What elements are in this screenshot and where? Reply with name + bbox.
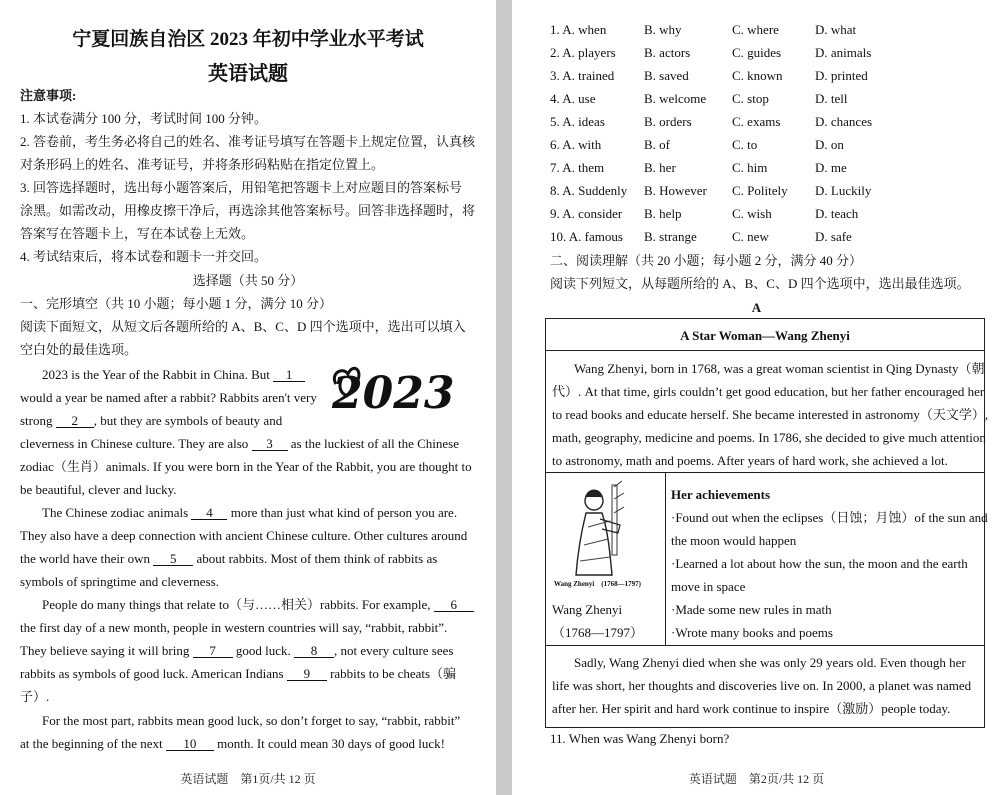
option-choice: D. teach	[815, 206, 859, 221]
outro-line: life was short, her thoughts and discoveries live on. In 2000, a planet was named	[552, 678, 972, 693]
option-choice: B. why	[644, 22, 682, 37]
notice-line: 1. 本试卷满分 100 分，考试时间 100 分钟。	[20, 111, 268, 126]
passage-line	[20, 736, 445, 752]
notice-line: 3. 回答选择题时，选出每小题答案后，用铅笔把答题卡上对应题目的答案标号	[20, 180, 463, 195]
blank-5: 5	[153, 552, 193, 566]
passage-text: cleverness in Chinese culture. They are also	[20, 436, 252, 451]
passage-line	[20, 643, 453, 659]
passage-text: People do many things that relate to（与……相关）rabbits. For example,	[42, 597, 434, 612]
option-choice: B. However	[644, 183, 707, 198]
option-choice: 7. A. them	[550, 160, 605, 175]
outro-line: after her. Her spirit and hard work continue to inspire（激励）people today.	[552, 701, 951, 716]
notice-line: 对条形码上的姓名、准考证号，并将条形码粘贴在指定位置上。	[20, 157, 385, 172]
option-choice: C. where	[732, 22, 779, 37]
passage-line	[20, 666, 456, 682]
table-outro	[552, 651, 978, 720]
option-choice: 9. A. consider	[550, 206, 623, 221]
achievement-line: ·Made some new rules in math	[671, 602, 832, 617]
passage-line	[42, 505, 457, 521]
passage-line: be beautiful, clever and lucky.	[20, 482, 177, 497]
passage-text: The Chinese zodiac animals	[42, 505, 192, 520]
option-choice: C. exams	[732, 114, 781, 129]
table-column-divider	[665, 472, 666, 645]
passage-text: strong	[20, 413, 56, 428]
option-choice: 4. A. use	[550, 91, 596, 106]
part1-heading: 一、完形填空（共 10 小题；每小题 1 分，满分 10 分）	[20, 296, 333, 311]
option-choice: C. stop	[732, 91, 769, 106]
passage-text: , but they are symbols of beauty and	[93, 413, 283, 428]
passage-line: 子）.	[20, 689, 50, 704]
option-choice: 1. A. when	[550, 22, 607, 37]
option-choice: C. wish	[732, 206, 772, 221]
passage-text: month. It could mean 30 days of good luck!	[213, 736, 445, 751]
blank-6: 6	[434, 598, 474, 612]
option-choice: D. on	[815, 137, 844, 152]
article-table	[545, 318, 989, 728]
exam-page-2	[512, 0, 1001, 795]
option-choice: C. him	[732, 160, 768, 175]
option-choice: B. actors	[644, 45, 691, 60]
option-choice: 2. A. players	[550, 45, 616, 60]
section-title: 选择题（共 50 分）	[192, 273, 304, 288]
blank-4: 4	[191, 506, 227, 520]
achievements-heading: Her achievements	[671, 487, 771, 502]
option-choice: B. orders	[644, 114, 692, 129]
blank-9: 9	[287, 667, 327, 681]
option-choice: B. help	[644, 206, 682, 221]
notice-line: 答案写在答题卡上，写在本试卷上无效。	[20, 226, 255, 241]
option-choice: C. new	[732, 229, 769, 244]
passage-line: the first day of a new month, people in western countries will say, “rabbit, rabbit”.	[20, 620, 448, 635]
passage-text: as the luckiest of all the Chinese	[287, 436, 459, 451]
option-choice: D. tell	[815, 91, 848, 106]
passage-label: A	[751, 300, 762, 315]
passage-line	[20, 413, 282, 429]
notice-line: 涂黑。如需改动，用橡皮擦干净后，再选涂其他答案标号。回答非选择题时，将	[20, 203, 476, 218]
option-choice: 3. A. trained	[550, 68, 615, 83]
passage-text: at the beginning of the next	[20, 736, 166, 751]
passage-line: They also have a deep connection with ancient Chinese culture. Other cultures around	[20, 528, 468, 543]
option-choice: C. known	[732, 68, 783, 83]
table-divider	[546, 645, 984, 646]
option-choice: C. guides	[732, 45, 782, 60]
intro-line: math, geography, medicine and poems. In 1786, she decided to give much attention	[552, 430, 986, 445]
option-choice: D. animals	[815, 45, 872, 60]
exam-subtitle: 英语试题	[208, 63, 288, 85]
blank-3: 3	[252, 437, 288, 451]
passage-text: 2023 is the Year of the Rabbit in China. But	[42, 367, 274, 382]
passage-text: , not every culture sees	[333, 643, 454, 658]
page-footer: 英语试题 第2页/共 12 页	[688, 772, 825, 786]
part2-heading: 二、阅读理解（共 20 小题；每小题 2 分，满分 40 分）	[550, 253, 863, 268]
achievement-line: the moon would happen	[671, 533, 797, 548]
option-choice: 8. A. Suddenly	[550, 183, 628, 198]
achievement-line: ·Found out when the eclipses（日蚀；月蚀）of the sun and	[671, 510, 988, 525]
passage-line	[42, 367, 305, 383]
option-choice: 5. A. ideas	[550, 114, 605, 129]
option-choice: C. to	[732, 137, 758, 152]
blank-8: 8	[294, 644, 334, 658]
notice-line: 2. 答卷前，考生务必将自己的姓名、准考证号填写在答题卡上规定位置，认真核	[20, 134, 476, 149]
option-choice: B. welcome	[644, 91, 707, 106]
intro-line: to astronomy, math and poems. After years of hard work, she achieved a lot.	[552, 453, 948, 468]
passage-text: more than just what kind of person you are.	[227, 505, 458, 520]
table-intro	[552, 357, 989, 472]
exam-page-1	[0, 0, 496, 795]
outro-line: Sadly, Wang Zhenyi died when she was only 29 years old. Even though her	[574, 655, 966, 670]
option-choice: D. safe	[815, 229, 852, 244]
option-choice: 10. A. famous	[550, 229, 623, 244]
intro-line: 代）. At that time, girls couldn’t get good education, but her father encouraged her	[552, 384, 985, 399]
portrait-name: Wang Zhenyi	[552, 602, 623, 617]
passage-line	[20, 436, 459, 452]
achievement-line: ·Wrote many books and poems	[671, 625, 833, 640]
achievement-line: ·Learned a lot about how the sun, the moon and the earth	[671, 556, 968, 571]
passage-text: rabbits to be cheats（骗	[326, 666, 457, 681]
page-footer: 英语试题 第1页/共 12 页	[180, 772, 316, 786]
passage-line: symbols of springtime and cleverness.	[20, 574, 219, 589]
table-title: A Star Woman—Wang Zhenyi	[680, 328, 850, 343]
table-divider	[546, 472, 984, 473]
artwork-2023-text: 2023	[332, 368, 454, 418]
passage-text: rabbits as symbols of good luck. American Indians	[20, 666, 287, 681]
blank-1: 1	[273, 368, 305, 382]
question-11: 11. When was Wang Zhenyi born?	[550, 731, 730, 746]
portrait-years: （1768—1797）	[552, 625, 644, 640]
part1-instruction: 阅读下面短文，从短文后各题所给的 A、B、C、D 四个选项中，选出可以填入	[20, 319, 466, 334]
passage-text: about rabbits. Most of them think of rabbits as	[193, 551, 438, 566]
passage-text: the world have their own	[20, 551, 154, 566]
blank-10: 10	[166, 737, 214, 751]
passage-line: zodiac（生肖）animals. If you were born in the Year of the Rabbit, you are thought to	[20, 459, 472, 474]
option-choice: C. Politely	[732, 183, 788, 198]
intro-line: Wang Zhenyi, born in 1768, was a great woman scientist in Qing Dynasty（朝	[574, 361, 985, 376]
option-choice: B. her	[644, 160, 676, 175]
part2-instruction: 阅读下列短文，从每题所给的 A、B、C、D 四个选项中，选出最佳选项。	[550, 276, 970, 291]
portrait-caption: Wang Zhenyi (1768—1797)	[554, 580, 641, 588]
table-divider	[546, 350, 984, 351]
option-choice: B. saved	[644, 68, 689, 83]
notice-line: 4. 考试结束后，将本试卷和题卡一并交回。	[20, 249, 268, 264]
intro-line: to read books and educate herself. She became interested in astronomy（天文学）,	[552, 407, 989, 422]
option-choice: B. strange	[644, 229, 697, 244]
option-choice: D. chances	[815, 114, 873, 129]
option-choice: D. what	[815, 22, 857, 37]
option-choice: D. printed	[815, 68, 868, 83]
option-choice: 6. A. with	[550, 137, 602, 152]
exam-title: 宁夏回族自治区 2023 年初中学业水平考试	[72, 29, 424, 50]
blank-2: 2	[56, 414, 94, 428]
passage-line	[20, 551, 437, 567]
passage-text: They believe saying it will bring	[20, 643, 193, 658]
option-choice: D. me	[815, 160, 847, 175]
passage-line: would a year be named after a rabbit? Rabbits aren't very	[20, 390, 317, 405]
option-choice: D. Luckily	[815, 183, 872, 198]
option-choice: B. of	[644, 137, 670, 152]
blank-7: 7	[193, 644, 233, 658]
rabbit-2023-artwork	[328, 356, 454, 418]
passage-line: For the most part, rabbits mean good luck, so don’t forget to say, “rabbit, rabbit”	[42, 713, 461, 728]
wang-zhenyi-portrait	[554, 479, 658, 591]
passage-text: good luck.	[232, 643, 294, 658]
part1-instruction: 空白处的最佳选项。	[20, 342, 138, 357]
notice-heading: 注意事项:	[20, 88, 77, 103]
passage-line	[42, 597, 474, 613]
achievement-line: move in space	[671, 579, 746, 594]
